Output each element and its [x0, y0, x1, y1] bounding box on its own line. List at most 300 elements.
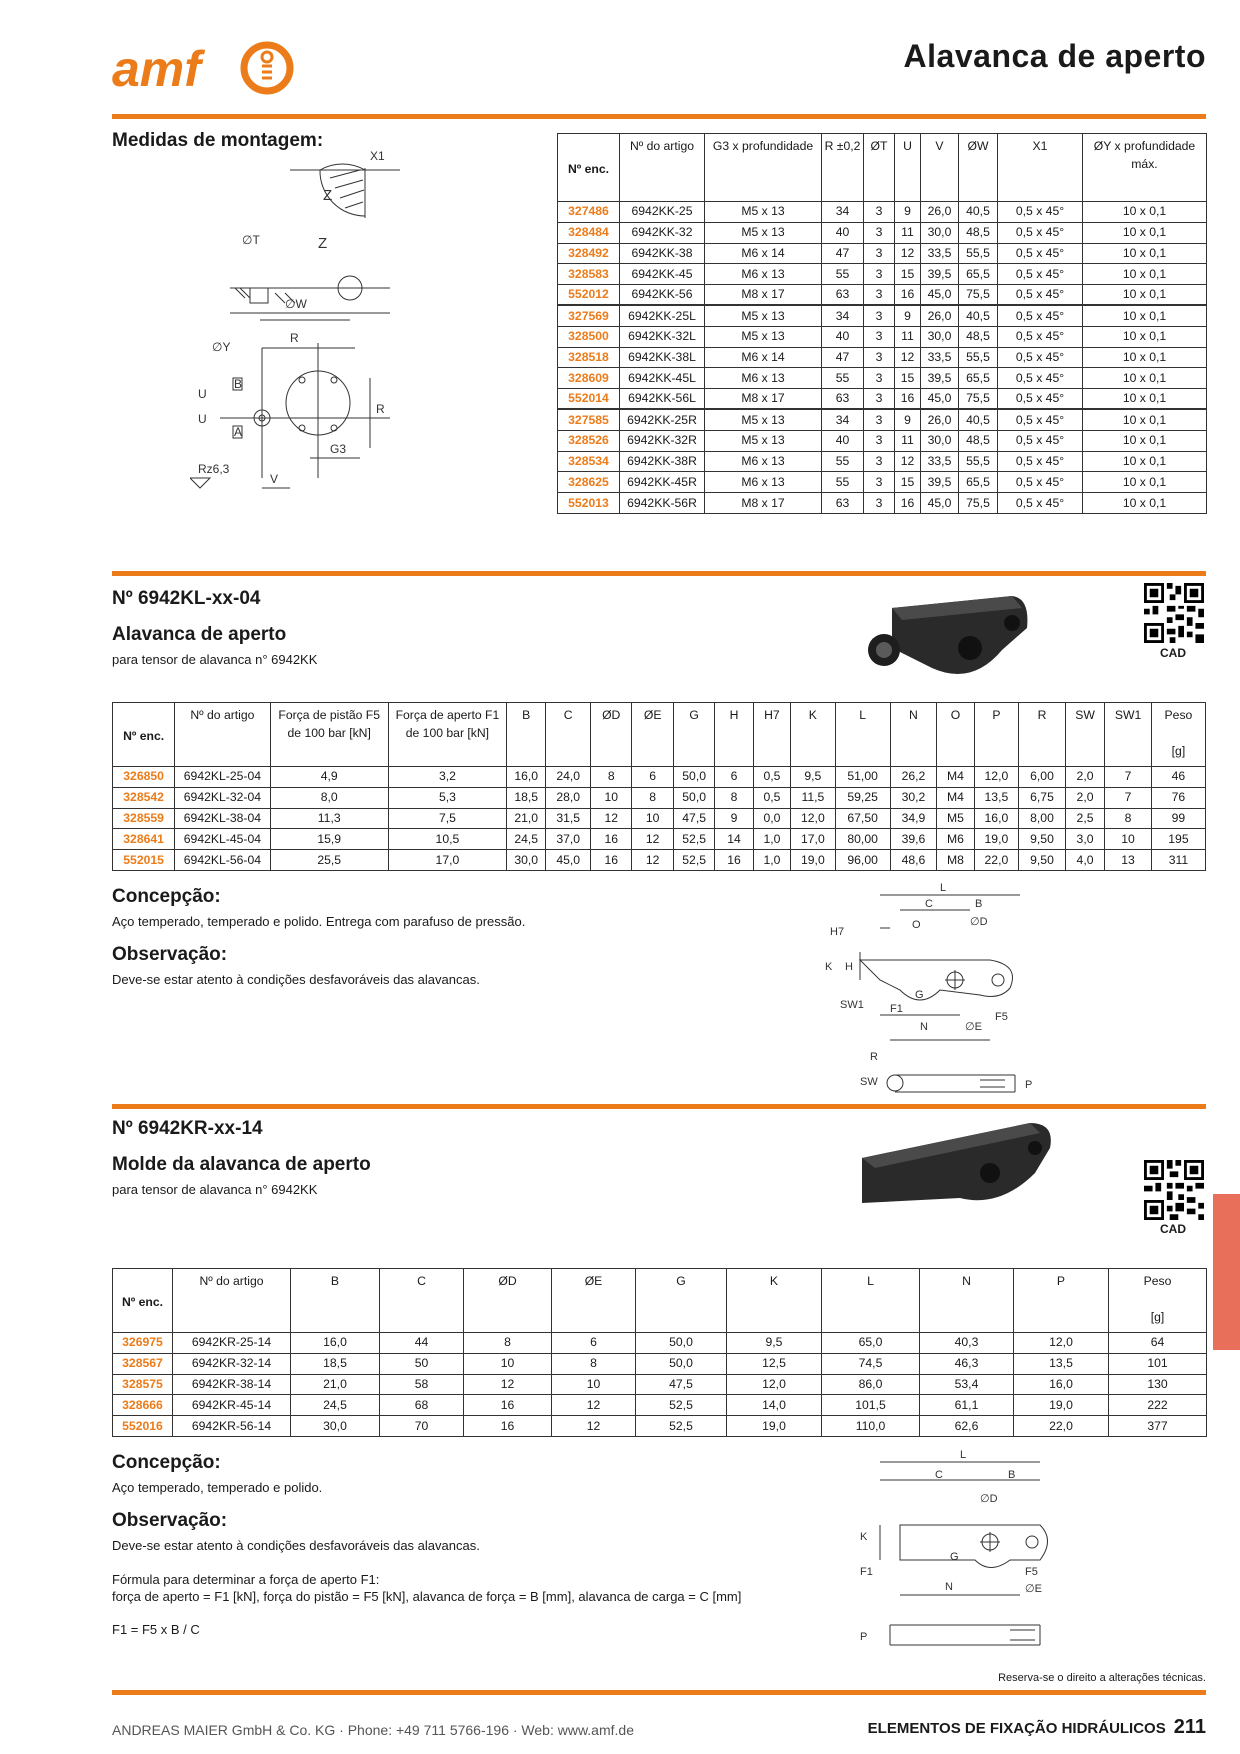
- table-cell: M5 x 13: [705, 202, 822, 223]
- table-cell: 17,0: [791, 829, 836, 850]
- table-cell: M5: [937, 808, 974, 829]
- order-number-cell[interactable]: 328575: [113, 1374, 173, 1395]
- table-cell: 6942KL-38-04: [175, 808, 270, 829]
- table-row: [558, 472, 1207, 493]
- kr-col-c: C: [380, 1269, 464, 1333]
- table-cell: 8: [715, 787, 753, 808]
- table-cell: 50: [380, 1353, 464, 1374]
- table-cell: 8,0: [270, 787, 388, 808]
- table-cell: 75,5: [959, 493, 998, 514]
- table-cell: 30,0: [507, 850, 546, 871]
- reserve-note: Reserva-se o direito a alterações técnicas.: [998, 1672, 1206, 1684]
- order-number-cell[interactable]: 552014: [558, 389, 620, 410]
- table-cell: M6 x 13: [705, 368, 822, 389]
- table-cell: 101,5: [822, 1395, 920, 1416]
- table-cell: 75,5: [959, 389, 998, 410]
- table-cell: 8: [632, 787, 673, 808]
- table-cell: 12,0: [1014, 1333, 1109, 1354]
- table-cell: 130: [1109, 1374, 1207, 1395]
- table-cell: 6942KK-25: [620, 202, 705, 223]
- kl-dwg-o: O: [912, 919, 921, 931]
- table-cell: 39,5: [921, 264, 959, 285]
- table-cell: 0,5 x 45°: [998, 493, 1083, 514]
- order-number-cell[interactable]: 552016: [113, 1416, 173, 1437]
- order-number-cell[interactable]: 326975: [113, 1333, 173, 1354]
- table-cell: 75,5: [959, 285, 998, 306]
- table-cell: 6,00: [1019, 767, 1066, 788]
- table-cell: 30,0: [291, 1416, 380, 1437]
- table-cell: 9,5: [791, 767, 836, 788]
- col-w: ØW: [959, 134, 998, 202]
- kl-col-h7: H7: [753, 703, 790, 767]
- table-cell: 9: [895, 202, 921, 223]
- kl-dwg-d: ∅D: [970, 916, 988, 928]
- table-cell: 86,0: [822, 1374, 920, 1395]
- table-cell: 16,0: [1014, 1374, 1109, 1395]
- table-cell: 10 x 0,1: [1083, 222, 1207, 243]
- table-row: [113, 1395, 1207, 1416]
- header-rule: [112, 114, 1206, 119]
- kr-col-d: ØD: [464, 1269, 552, 1333]
- kl-col-g: G: [673, 703, 714, 767]
- table-cell: 44: [380, 1333, 464, 1354]
- table-cell: 40: [822, 222, 864, 243]
- order-number-cell[interactable]: 552013: [558, 493, 620, 514]
- table-row: [558, 202, 1207, 223]
- order-number-cell[interactable]: 552012: [558, 285, 620, 306]
- table-cell: 16: [895, 493, 921, 514]
- kl-dwg-h7: H7: [830, 926, 845, 938]
- table-cell: 6942KK-32: [620, 222, 705, 243]
- kr-obs-text: Deve-se estar atento à condições desfavoráveis das alavancas.: [112, 1538, 480, 1553]
- table-cell: 6942KR-25-14: [173, 1333, 291, 1354]
- mounting-drawing: [190, 148, 430, 548]
- order-number-cell[interactable]: 328641: [113, 829, 175, 850]
- table-row: [113, 850, 1206, 871]
- order-number-cell[interactable]: 327486: [558, 202, 620, 223]
- kr-qr-code[interactable]: [1144, 1160, 1204, 1220]
- table-cell: 26,0: [921, 305, 959, 326]
- table-cell: 10 x 0,1: [1083, 368, 1207, 389]
- table-cell: 34: [822, 202, 864, 223]
- table-cell: 34: [822, 409, 864, 430]
- table-cell: 12,0: [791, 808, 836, 829]
- table-cell: 6942KR-45-14: [173, 1395, 291, 1416]
- kl-dwg-g: G: [915, 989, 924, 1001]
- table-cell: 0,5 x 45°: [998, 368, 1083, 389]
- table-cell: 12,0: [727, 1374, 822, 1395]
- table-row: [558, 368, 1207, 389]
- table-cell: 48,5: [959, 430, 998, 451]
- table-cell: 195: [1151, 829, 1205, 850]
- table-cell: 6942KK-38R: [620, 451, 705, 472]
- kl-col-sw1: SW1: [1105, 703, 1152, 767]
- table-cell: 45,0: [546, 850, 591, 871]
- label-dia-y: ∅Y: [212, 340, 231, 354]
- table-cell: 3: [864, 493, 895, 514]
- table-cell: 1,0: [753, 829, 790, 850]
- table-cell: 3: [864, 202, 895, 223]
- table-cell: 22,0: [974, 850, 1019, 871]
- table-cell: 10 x 0,1: [1083, 430, 1207, 451]
- kr-dwg-c: C: [935, 1469, 943, 1481]
- table-cell: 30,0: [921, 326, 959, 347]
- table-cell: 15,9: [270, 829, 388, 850]
- table-cell: 3,2: [388, 767, 506, 788]
- table-cell: 18,5: [507, 787, 546, 808]
- table-cell: 10 x 0,1: [1083, 202, 1207, 223]
- kl-col-k: K: [791, 703, 836, 767]
- table-cell: 33,5: [921, 243, 959, 264]
- table-cell: 12: [895, 451, 921, 472]
- order-number-cell[interactable]: 327585: [558, 409, 620, 430]
- table-cell: 6942KL-56-04: [175, 850, 270, 871]
- table-cell: 10 x 0,1: [1083, 326, 1207, 347]
- table-cell: 39,5: [921, 472, 959, 493]
- table-cell: 0,0: [753, 808, 790, 829]
- kl-col-sw: SW: [1065, 703, 1104, 767]
- kl-col-r: R: [1019, 703, 1066, 767]
- table-cell: 33,5: [921, 451, 959, 472]
- order-number-cell[interactable]: 328625: [558, 472, 620, 493]
- table-cell: 39,5: [921, 368, 959, 389]
- table-cell: 10 x 0,1: [1083, 451, 1207, 472]
- table-cell: 55,5: [959, 243, 998, 264]
- table-cell: M5 x 13: [705, 430, 822, 451]
- table-cell: 51,00: [835, 767, 890, 788]
- kr-number: Nº 6942KR-xx-14: [112, 1118, 263, 1139]
- table-cell: 10: [1105, 829, 1152, 850]
- table-cell: 10: [464, 1353, 552, 1374]
- table-cell: 7: [1105, 787, 1152, 808]
- col-t: ØT: [864, 134, 895, 202]
- table-cell: 11,3: [270, 808, 388, 829]
- table-cell: 48,5: [959, 222, 998, 243]
- table-cell: 3: [864, 389, 895, 410]
- table-cell: 19,0: [974, 829, 1019, 850]
- table-cell: 24,0: [546, 767, 591, 788]
- kl-dwg-b: B: [975, 898, 983, 910]
- table-cell: 10,5: [388, 829, 506, 850]
- kr-formula-definitions: força de aperto = F1 [kN], força do pistão = F5 [kN], alavanca de força = B [mm], alavanca de carga = C [mm]: [112, 1589, 742, 1604]
- kl-dwg-sw1: SW1: [840, 999, 864, 1011]
- table-cell: M6 x 14: [705, 347, 822, 368]
- order-number-cell[interactable]: 328526: [558, 430, 620, 451]
- kl-col-enc: Nº enc.: [113, 703, 175, 767]
- table-cell: 68: [380, 1395, 464, 1416]
- order-number-cell[interactable]: 328583: [558, 264, 620, 285]
- table-row: [558, 430, 1207, 451]
- order-number-cell[interactable]: 328484: [558, 222, 620, 243]
- table-cell: 0,5 x 45°: [998, 305, 1083, 326]
- table-cell: 63: [822, 389, 864, 410]
- table-cell: M4: [937, 767, 974, 788]
- table-cell: 48,5: [959, 326, 998, 347]
- table-cell: 19,0: [1014, 1395, 1109, 1416]
- kr-col-e: ØE: [552, 1269, 636, 1333]
- kl-dwg-l: L: [940, 882, 947, 894]
- table-cell: 55,5: [959, 451, 998, 472]
- table-cell: 28,0: [546, 787, 591, 808]
- kl-dwg-sw: SW: [860, 1076, 878, 1088]
- table-cell: 4,9: [270, 767, 388, 788]
- table-cell: 65,5: [959, 368, 998, 389]
- table-cell: 0,5 x 45°: [998, 451, 1083, 472]
- table-cell: 59,25: [835, 787, 890, 808]
- table-cell: 45,0: [921, 285, 959, 306]
- footer-category: [868, 1716, 1206, 1739]
- table-cell: 4,0: [1065, 850, 1104, 871]
- table-cell: 40,5: [959, 305, 998, 326]
- table-cell: 10 x 0,1: [1083, 285, 1207, 306]
- kl-dwg-h: H: [845, 961, 853, 973]
- table-cell: M6: [937, 829, 974, 850]
- table-cell: 52,5: [673, 850, 714, 871]
- kr-dwg-l: L: [960, 1450, 967, 1461]
- kl-dwg-f1: F1: [890, 1003, 903, 1015]
- label-b: B: [234, 377, 243, 391]
- table-cell: 40: [822, 326, 864, 347]
- order-number-cell[interactable]: 328500: [558, 326, 620, 347]
- table-cell: 3: [864, 472, 895, 493]
- table-cell: 12: [552, 1395, 636, 1416]
- kr-peso-label: Peso: [1143, 1274, 1172, 1288]
- table-row: [558, 285, 1207, 306]
- table-cell: 40,5: [959, 409, 998, 430]
- kl-title: Alavanca de aperto: [112, 624, 287, 645]
- kl-cad-label[interactable]: CAD: [1160, 646, 1186, 660]
- table-cell: 15: [895, 368, 921, 389]
- table-cell: M6 x 13: [705, 472, 822, 493]
- table-cell: 65,0: [822, 1333, 920, 1354]
- table-cell: 19,0: [727, 1416, 822, 1437]
- table-cell: 24,5: [507, 829, 546, 850]
- table-cell: M8: [937, 850, 974, 871]
- table-cell: M5 x 13: [705, 409, 822, 430]
- col-r: R ±0,2: [822, 134, 864, 202]
- table-cell: 40: [822, 430, 864, 451]
- table-cell: 30,0: [921, 430, 959, 451]
- table-cell: 6942KK-45R: [620, 472, 705, 493]
- kl-product-image: [862, 588, 1032, 690]
- kr-subtitle: para tensor de alavanca n° 6942KK: [112, 1182, 318, 1197]
- kr-col-peso: [1109, 1269, 1207, 1333]
- table-cell: 21,0: [291, 1374, 380, 1395]
- kr-col-n: N: [920, 1269, 1014, 1333]
- table-cell: 0,5 x 45°: [998, 389, 1083, 410]
- table-cell: 11: [895, 222, 921, 243]
- order-number-cell[interactable]: 327569: [558, 305, 620, 326]
- table-cell: 6: [552, 1333, 636, 1354]
- table-cell: 8: [590, 767, 631, 788]
- kr-rule: [112, 1104, 1206, 1109]
- col-v: V: [921, 134, 959, 202]
- table-cell: 22,0: [1014, 1416, 1109, 1437]
- footer-company: ANDREAS MAIER GmbH & Co. KG · Phone: +49 711 5766-196 · Web: www.amf.de: [112, 1722, 634, 1738]
- label-z-mid: Z: [318, 235, 328, 252]
- table-cell: 12: [590, 808, 631, 829]
- table-cell: M4: [937, 787, 974, 808]
- table-cell: 0,5 x 45°: [998, 430, 1083, 451]
- kl-subtitle: para tensor de alavanca n° 6942KK: [112, 652, 318, 667]
- order-number-cell[interactable]: 328542: [113, 787, 175, 808]
- table-cell: 14: [715, 829, 753, 850]
- footer-rule: [112, 1690, 1206, 1695]
- table-cell: 9: [895, 305, 921, 326]
- table-row: [558, 243, 1207, 264]
- table-row: [558, 451, 1207, 472]
- order-number-cell[interactable]: 328666: [113, 1395, 173, 1416]
- table-cell: 47,5: [673, 808, 714, 829]
- kl-table: [112, 702, 1206, 871]
- table-cell: 6: [715, 767, 753, 788]
- label-r-side: R: [376, 402, 385, 416]
- table-cell: 3,0: [1065, 829, 1104, 850]
- table-cell: 0,5 x 45°: [998, 202, 1083, 223]
- table-cell: 26,0: [921, 202, 959, 223]
- kl-peso-label: Peso: [1164, 708, 1193, 722]
- table-cell: 14,0: [727, 1395, 822, 1416]
- kr-table: [112, 1268, 1207, 1437]
- table-cell: 63: [822, 493, 864, 514]
- table-cell: M8 x 17: [705, 493, 822, 514]
- table-cell: 33,5: [921, 347, 959, 368]
- table-cell: 64: [1109, 1333, 1207, 1354]
- table-cell: 3: [864, 305, 895, 326]
- table-cell: 12,0: [974, 767, 1019, 788]
- table-cell: 30,0: [921, 222, 959, 243]
- table-cell: 12: [632, 850, 673, 871]
- table-cell: 55: [822, 472, 864, 493]
- table-cell: 99: [1151, 808, 1205, 829]
- table-cell: 74,5: [822, 1353, 920, 1374]
- table-cell: 52,5: [636, 1416, 727, 1437]
- table-cell: 9: [715, 808, 753, 829]
- label-g3: G3: [330, 442, 347, 456]
- table-cell: 16: [715, 850, 753, 871]
- table-row: [113, 767, 1206, 788]
- kr-cad-label[interactable]: CAD: [1160, 1222, 1186, 1236]
- table-row: [558, 409, 1207, 430]
- table-cell: 16: [590, 850, 631, 871]
- table-cell: 26,2: [890, 767, 937, 788]
- table-cell: 12: [895, 243, 921, 264]
- logo-text: amf: [112, 41, 201, 96]
- table-cell: 2,0: [1065, 767, 1104, 788]
- kr-concepcao-text: Aço temperado, temperado e polido.: [112, 1480, 323, 1495]
- table-cell: 6942KK-56R: [620, 493, 705, 514]
- table-cell: 6942KK-45: [620, 264, 705, 285]
- kr-dwg-p: P: [860, 1631, 868, 1643]
- table-row: [113, 1416, 1207, 1437]
- table-cell: 16,0: [291, 1333, 380, 1354]
- table-cell: 9: [895, 409, 921, 430]
- kr-title: Molde da alavanca de aperto: [112, 1154, 371, 1175]
- table-cell: 13: [1105, 850, 1152, 871]
- table-cell: 70: [380, 1416, 464, 1437]
- order-number-cell[interactable]: 552015: [113, 850, 175, 871]
- table-cell: 3: [864, 285, 895, 306]
- order-number-cell[interactable]: 326850: [113, 767, 175, 788]
- table-cell: 55: [822, 451, 864, 472]
- order-number-cell[interactable]: 328492: [558, 243, 620, 264]
- kl-col-h: H: [715, 703, 753, 767]
- label-v: V: [270, 472, 279, 486]
- table-cell: M6 x 14: [705, 243, 822, 264]
- table-cell: 37,0: [546, 829, 591, 850]
- table-cell: 16,0: [974, 808, 1019, 829]
- order-number-cell[interactable]: 328534: [558, 451, 620, 472]
- table-row: [558, 264, 1207, 285]
- table-row: [558, 389, 1207, 410]
- table-cell: 222: [1109, 1395, 1207, 1416]
- table-cell: 65,5: [959, 264, 998, 285]
- kl-dwg-r: R: [870, 1051, 878, 1063]
- table-cell: 6942KK-56: [620, 285, 705, 306]
- table-cell: 17,0: [388, 850, 506, 871]
- table-cell: 46: [1151, 767, 1205, 788]
- table-row: [113, 1353, 1207, 1374]
- kl-col-f5: Força de pistão F5 de 100 bar [kN]: [270, 703, 388, 767]
- table-cell: 16: [895, 285, 921, 306]
- table-cell: 80,00: [835, 829, 890, 850]
- table-cell: 12: [552, 1416, 636, 1437]
- table-cell: 19,0: [791, 850, 836, 871]
- table-cell: 55,5: [959, 347, 998, 368]
- table-cell: 9,50: [1019, 829, 1066, 850]
- table-cell: 96,00: [835, 850, 890, 871]
- order-number-cell[interactable]: 328518: [558, 347, 620, 368]
- table-cell: 13,5: [974, 787, 1019, 808]
- table-cell: 10 x 0,1: [1083, 493, 1207, 514]
- table-cell: 11,5: [791, 787, 836, 808]
- table-cell: 47: [822, 243, 864, 264]
- order-number-cell[interactable]: 328567: [113, 1353, 173, 1374]
- table-cell: 8,00: [1019, 808, 1066, 829]
- kr-dwg-b: B: [1008, 1469, 1016, 1481]
- table-cell: 10 x 0,1: [1083, 243, 1207, 264]
- kl-concepcao-title: Concepção:: [112, 886, 221, 907]
- kr-col-b: B: [291, 1269, 380, 1333]
- col-x1: X1: [998, 134, 1083, 202]
- table-cell: 26,0: [921, 409, 959, 430]
- kl-qr-code[interactable]: [1144, 583, 1204, 643]
- table-cell: 50,0: [636, 1333, 727, 1354]
- col-artigo: Nº do artigo: [620, 134, 705, 202]
- table-cell: 3: [864, 430, 895, 451]
- label-dia-t: ∅T: [242, 233, 260, 247]
- table-cell: 18,5: [291, 1353, 380, 1374]
- table-cell: M5 x 13: [705, 222, 822, 243]
- table-cell: 50,0: [636, 1353, 727, 1374]
- table-cell: 45,0: [921, 493, 959, 514]
- kl-col-artigo: Nº do artigo: [175, 703, 270, 767]
- table-row: [113, 787, 1206, 808]
- order-number-cell[interactable]: 328609: [558, 368, 620, 389]
- kr-col-enc: Nº enc.: [113, 1269, 173, 1333]
- kl-rule: [112, 571, 1206, 576]
- table-cell: 16: [464, 1395, 552, 1416]
- kl-col-p: P: [974, 703, 1019, 767]
- table-cell: 7: [1105, 767, 1152, 788]
- table-cell: 10: [552, 1374, 636, 1395]
- table-cell: 6942KK-25R: [620, 409, 705, 430]
- table-row: [558, 493, 1207, 514]
- order-number-cell[interactable]: 328559: [113, 808, 175, 829]
- table-cell: 2,5: [1065, 808, 1104, 829]
- table-cell: 0,5 x 45°: [998, 326, 1083, 347]
- label-a: A: [234, 425, 243, 439]
